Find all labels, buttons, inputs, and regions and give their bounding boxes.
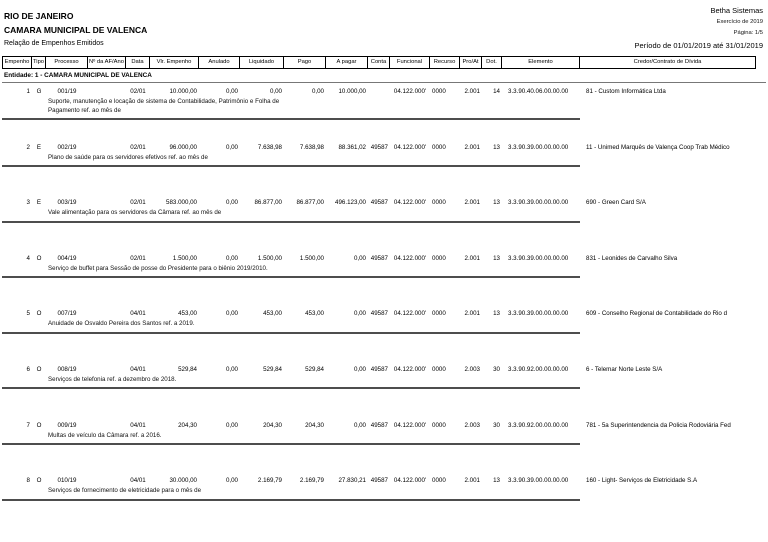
cell-pro_at: 2.003 (464, 421, 480, 429)
empenho-row-values (2, 255, 768, 263)
cell-liquidado: 86.877,00 (254, 199, 282, 207)
cell-funcional: 04.122.000' (393, 199, 427, 207)
cell-af_ano (88, 366, 126, 374)
column-header-elemento: Elemento (502, 56, 580, 69)
cell-pro_at: 2.001 (464, 88, 480, 95)
cell-data: 04/01 (130, 365, 146, 373)
cell-dot: 13 (493, 477, 500, 485)
empenho-description: Vale alimentação para os servidores da Câmara ref. ao mês de (48, 209, 222, 217)
cell-credor: 160 - Light- Serviços de Eletricidade S.A (586, 477, 698, 485)
cell-recurso: 0000 (432, 88, 446, 95)
cell-tipo: O (36, 310, 42, 318)
cell-pro_at: 2.001 (464, 254, 480, 262)
cell-a_pagar: 0,00 (353, 365, 366, 373)
cell-dot: 13 (493, 143, 500, 151)
cell-tipo: O (36, 365, 42, 373)
cell-pago: 529,84 (305, 365, 324, 373)
cell-processo: 010/19 (57, 477, 77, 485)
empenho-description: Anuidade de Osvaldo Pereira dos Santos ref. a 2019. (48, 320, 195, 328)
cell-dot: 13 (493, 254, 500, 262)
vendor-name: Betha Sistemas (710, 6, 763, 15)
cell-processo: 002/19 (57, 143, 77, 151)
cell-anulado: 0,00 (225, 310, 238, 318)
empenho-description: Serviços de fornecimento de eletricidade para o mês de (48, 487, 202, 495)
state-name: RIO DE JANEIRO (4, 11, 74, 21)
cell-recurso: 0000 (432, 254, 446, 262)
empenho-row (2, 251, 768, 307)
table-body (2, 84, 768, 529)
cell-data: 04/01 (130, 477, 146, 485)
cell-recurso: 0000 (432, 143, 446, 151)
cell-dot: 30 (493, 365, 500, 373)
empenho-row (2, 84, 768, 140)
cell-liquidado: 7.638,98 (257, 143, 282, 151)
cell-funcional: 04.122.000' (393, 254, 427, 262)
cell-anulado: 0,00 (225, 143, 238, 151)
cell-data: 04/01 (130, 310, 146, 318)
cell-data: 04/01 (130, 421, 146, 429)
column-header-liquidado: Liquidado (240, 56, 284, 69)
cell-anulado: 0,00 (225, 477, 238, 485)
cell-a_pagar: 88.361,02 (338, 143, 366, 151)
cell-liquidado: 529,84 (263, 365, 282, 373)
cell-pago: 204,30 (305, 421, 324, 429)
cell-tipo: G (36, 88, 42, 95)
report-header-left (4, 9, 147, 50)
cell-vlr_empenho: 10.000,00 (169, 88, 197, 95)
cell-pago: 7.638,98 (299, 143, 324, 151)
cell-empenho: 8 (26, 477, 30, 485)
cell-processo: 003/19 (57, 199, 77, 207)
cell-conta: 49587 (370, 421, 388, 429)
empenho-row-values (2, 199, 768, 207)
cell-recurso: 0000 (432, 365, 446, 373)
column-header-anulado: Anulado (199, 56, 240, 69)
cell-anulado: 0,00 (225, 88, 238, 95)
cell-processo: 001/19 (57, 88, 77, 95)
cell-credor: 81 - Custom Informática Ltda (586, 88, 666, 95)
entity-band: Entidade: 1 - CAMARA MUNICIPAL DE VALENCA (2, 69, 766, 83)
cell-credor: 831 - Leonides de Carvalho Silva (586, 254, 678, 262)
cell-elemento: 3.3.90.39.00.00.00.00 (508, 254, 569, 262)
cell-conta: 49587 (370, 143, 388, 151)
cell-af_ano (88, 422, 126, 430)
cell-a_pagar: 10.000,00 (338, 88, 366, 95)
cell-credor: 609 - Conselho Regional de Contabilidade do Rio d (586, 310, 728, 318)
row-divider (2, 499, 580, 501)
cell-tipo: O (36, 477, 42, 485)
row-divider (2, 165, 580, 167)
cell-a_pagar: 0,00 (353, 421, 366, 429)
column-header-dot: Dot. (482, 56, 502, 69)
column-header-conta: Conta (368, 56, 390, 69)
cell-empenho: 5 (26, 310, 30, 318)
cell-anulado: 0,00 (225, 254, 238, 262)
empenho-description: Suporte, manutenção e locação de sistema de Contabilidade, Patrimônio e Folha de Pagamento ref. ao mês de (48, 98, 280, 114)
cell-a_pagar: 496.123,00 (335, 199, 366, 207)
cell-vlr_empenho: 30.000,00 (169, 477, 197, 485)
column-header-pro_at: Pro/At (460, 56, 482, 69)
cell-tipo: E (36, 199, 42, 207)
column-header-funcional: Funcional (390, 56, 430, 69)
column-header-a_pagar: A pagar (326, 56, 368, 69)
cell-funcional: 04.122.000' (393, 310, 427, 318)
cell-vlr_empenho: 1.500,00 (172, 254, 197, 262)
table-header-row (2, 56, 756, 69)
empenho-row-values (2, 310, 768, 318)
empenho-row (2, 140, 768, 196)
cell-vlr_empenho: 583.000,00 (166, 199, 197, 207)
report-header-right (635, 5, 763, 52)
cell-credor: 781 - 5a Superintendencia da Policia Rodoviária Fed (586, 421, 731, 429)
cell-elemento: 3.3.90.40.06.00.00.00 (508, 88, 569, 95)
cell-af_ano (88, 255, 126, 263)
row-divider (2, 387, 580, 389)
cell-processo: 008/19 (57, 365, 77, 373)
cell-conta: 49587 (370, 365, 388, 373)
cell-af_ano (88, 144, 126, 152)
cell-elemento: 3.3.90.92.00.00.00.00 (508, 421, 569, 429)
empenho-row (2, 362, 768, 418)
cell-pago: 2.169,79 (299, 477, 324, 485)
cell-empenho: 4 (26, 254, 30, 262)
empenho-row (2, 306, 768, 362)
cell-funcional: 04.122.000' (393, 143, 427, 151)
cell-pro_at: 2.003 (464, 365, 480, 373)
cell-elemento: 3.3.90.39.00.00.00.00 (508, 477, 569, 485)
cell-processo: 009/19 (57, 421, 77, 429)
cell-a_pagar: 0,00 (353, 310, 366, 318)
empenho-row-values (2, 366, 768, 374)
cell-empenho: 6 (26, 365, 30, 373)
cell-empenho: 7 (26, 421, 30, 429)
cell-af_ano (88, 310, 126, 318)
cell-dot: 13 (493, 310, 500, 318)
cell-pro_at: 2.001 (464, 477, 480, 485)
cell-af_ano (88, 88, 126, 96)
row-divider (2, 276, 580, 278)
cell-pago: 86.877,00 (296, 199, 324, 207)
cell-tipo: O (36, 254, 42, 262)
column-header-credor: Credor/Contrato de Dívida (580, 56, 756, 69)
cell-empenho: 3 (26, 199, 30, 207)
cell-data: 02/01 (130, 143, 146, 151)
cell-credor: 6 - Telemar Norte Leste S/A (586, 365, 663, 373)
cell-credor: 11 - Unimed Marquês de Valença Coop Trab Médico (586, 143, 730, 151)
cell-funcional: 04.122.000' (393, 88, 427, 95)
cell-dot: 30 (493, 421, 500, 429)
cell-liquidado: 0,00 (269, 88, 282, 95)
report-title: Relação de Empenhos Emitidos (4, 40, 104, 47)
cell-dot: 13 (493, 199, 500, 207)
cell-recurso: 0000 (432, 421, 446, 429)
empenho-row-values (2, 144, 768, 152)
row-divider (2, 221, 580, 223)
cell-recurso: 0000 (432, 477, 446, 485)
cell-processo: 007/19 (57, 310, 77, 318)
cell-data: 02/01 (130, 88, 146, 95)
column-header-vlr_empenho: Vlr. Empenho (150, 56, 199, 69)
column-header-pago: Pago (284, 56, 326, 69)
cell-pro_at: 2.001 (464, 310, 480, 318)
empenho-row-values (2, 477, 768, 485)
empenho-description: Plano de saúde para os servidores efetivos ref. ao mês de (48, 153, 208, 161)
cell-recurso: 0000 (432, 310, 446, 318)
cell-af_ano (88, 199, 126, 207)
cell-conta: 49587 (370, 310, 388, 318)
column-header-empenho: Empenho (2, 56, 32, 69)
empenho-description: Serviço de buffet para Sessão de posse do Presidente para o biênio 2019/2010. (48, 264, 268, 272)
cell-elemento: 3.3.90.92.00.00.00.00 (508, 365, 569, 373)
cell-data: 02/01 (130, 254, 146, 262)
cell-recurso: 0000 (432, 199, 446, 207)
empenho-row-values (2, 88, 768, 96)
cell-processo: 004/19 (57, 254, 77, 262)
column-header-data: Data (126, 56, 150, 69)
cell-elemento: 3.3.90.39.00.00.00.00 (508, 143, 569, 151)
cell-pago: 0,00 (311, 88, 324, 95)
cell-pro_at: 2.001 (464, 143, 480, 151)
period-label: Período de 01/01/2019 até 31/01/2019 (634, 41, 763, 50)
page-number: Página: 1/5 (733, 30, 763, 36)
cell-liquidado: 204,30 (263, 421, 282, 429)
cell-funcional: 04.122.000' (393, 421, 427, 429)
cell-funcional: 04.122.000' (393, 477, 427, 485)
cell-liquidado: 2.169,79 (257, 477, 282, 485)
cell-tipo: O (36, 421, 42, 429)
cell-empenho: 1 (26, 88, 30, 95)
exercise-label: Exercício de 2019 (716, 19, 763, 25)
cell-funcional: 04.122.000' (393, 365, 427, 373)
cell-vlr_empenho: 529,84 (178, 365, 197, 373)
column-header-recurso: Recurso (430, 56, 460, 69)
column-header-af_ano: Nº da AF/Ano (88, 56, 126, 69)
row-divider (2, 443, 580, 445)
cell-anulado: 0,00 (225, 421, 238, 429)
column-header-tipo: Tipo (32, 56, 46, 69)
cell-liquidado: 453,00 (263, 310, 282, 318)
column-header-processo: Processo (46, 56, 88, 69)
cell-conta: 49587 (370, 254, 388, 262)
cell-anulado: 0,00 (225, 199, 238, 207)
cell-dot: 14 (493, 88, 500, 95)
cell-pago: 1.500,00 (299, 254, 324, 262)
org-name: CAMARA MUNICIPAL DE VALENCA (4, 25, 148, 35)
empenho-row (2, 418, 768, 474)
empenho-row (2, 195, 768, 251)
cell-conta: 49587 (370, 477, 388, 485)
cell-a_pagar: 27.830,21 (338, 477, 366, 485)
empenho-row-values (2, 422, 768, 430)
cell-af_ano (88, 477, 126, 485)
empenho-description: Multas de veículo da Câmara ref. a 2016. (48, 431, 162, 439)
cell-pago: 453,00 (305, 310, 324, 318)
cell-pro_at: 2.001 (464, 199, 480, 207)
cell-conta: 49587 (370, 199, 388, 207)
cell-data: 02/01 (130, 199, 146, 207)
cell-a_pagar: 0,00 (353, 254, 366, 262)
cell-elemento: 3.3.90.39.00.00.00.00 (508, 199, 569, 207)
cell-anulado: 0,00 (225, 365, 238, 373)
cell-liquidado: 1.500,00 (257, 254, 282, 262)
cell-elemento: 3.3.90.39.00.00.00.00 (508, 310, 569, 318)
cell-empenho: 2 (26, 143, 30, 151)
cell-vlr_empenho: 96.000,00 (169, 143, 197, 151)
row-divider (2, 118, 580, 120)
row-divider (2, 332, 580, 334)
cell-vlr_empenho: 204,30 (178, 421, 197, 429)
empenho-row (2, 473, 768, 529)
cell-conta (368, 88, 390, 96)
cell-vlr_empenho: 453,00 (178, 310, 197, 318)
empenho-description: Serviços de telefonia ref. a dezembro de 2018. (48, 375, 177, 383)
cell-credor: 690 - Green Card S/A (586, 199, 646, 207)
cell-tipo: E (36, 143, 42, 151)
